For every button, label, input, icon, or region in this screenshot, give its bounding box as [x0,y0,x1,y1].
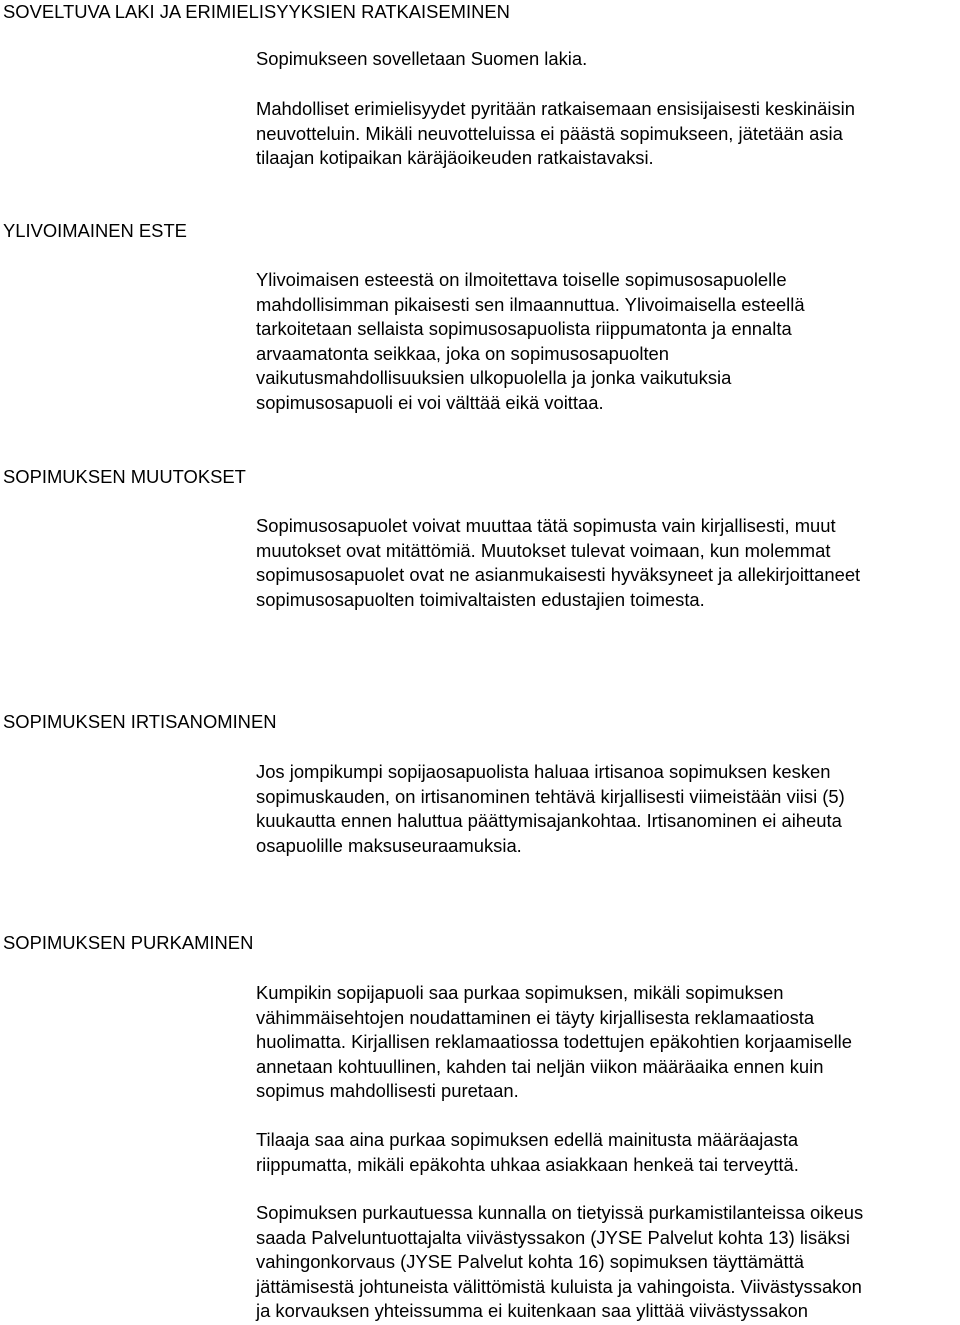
paragraph-line: tilaajan kotipaikan käräjäoikeuden ratkaistavaksi. [256,147,654,169]
paragraph-line: sopimus mahdollisesti puretaan. [256,1080,519,1102]
paragraph-line: sopimusosapuolten toimivaltaisten edustajien toimesta. [256,588,705,610]
paragraph-line: Jos jompikumpi sopijaosapuolista haluaa irtisanoa sopimuksen kesken [256,761,831,782]
paragraph-line: vaikutusmahdollisuuksien ulkopuolella ja jonka vaikutuksia [256,367,732,389]
paragraph-line: Ylivoimaisen esteestä on ilmoitettava toiselle sopimusosapuolelle [256,269,787,290]
paragraph-line: sopimuskauden, on irtisanominen tehtävä kirjallisesti viimeistään viisi (5) [256,785,845,807]
paragraph-line: tarkoitetaan sellaista sopimusosapuolista riippumatonta ja ennalta [256,318,792,340]
paragraph-line: ja korvauksen yhteissumma ei kuitenkaan saa ylittää viivästyssakon [256,1300,808,1322]
paragraph-line: mahdollisimman pikaisesti sen ilmaannuttua. Ylivoimaisella esteellä [256,293,805,315]
paragraph [256,97,956,171]
paragraph [256,268,956,416]
paragraph-line: neuvotteluin. Mikäli neuvotteluissa ei päästä sopimukseen, jätetään asia [256,122,843,144]
section-heading-termination: SOPIMUKSEN IRTISANOMINEN [3,711,277,732]
paragraph-line: arvaamatonta seikkaa, joka on sopimusosapuolten [256,342,670,364]
paragraph-line: muutokset ovat mitättömiä. Muutokset tulevat voimaan, kun molemmat [256,539,831,561]
paragraph [256,981,956,1104]
paragraph-line: huolimatta. Kirjallisen reklamaatiossa todettujen epäkohtien korjaamiselle [256,1031,852,1053]
paragraph [256,47,956,72]
paragraph-line: kuukautta ennen haluttua päättymisajankohtaa. Irtisanominen ei aiheuta [256,810,842,832]
paragraph-line: osapuolille maksuseuraamuksia. [256,834,522,856]
paragraph [256,760,956,858]
paragraph-line: sopimusosapuolet ovat ne asianmukaisesti hyväksyneet ja allekirjoittaneet [256,564,861,586]
paragraph [256,1128,956,1177]
paragraph [256,514,956,612]
section-heading-rescission: SOPIMUKSEN PURKAMINEN [3,932,254,953]
paragraph-line: Sopimukseen sovelletaan Suomen lakia. [256,48,588,69]
paragraph-line: Sopimusosapuolet voivat muuttaa tätä sopimusta vain kirjallisesti, muut [256,515,836,536]
paragraph-line: saada Palveluntuottajalta viivästyssakon (JYSE Palvelut kohta 13) lisäksi [256,1226,850,1248]
section-heading-force-majeure: YLIVOIMAINEN ESTE [3,220,187,241]
paragraph-line: Kumpikin sopijapuoli saa purkaa sopimuksen, mikäli sopimuksen [256,982,784,1003]
paragraph-line: vahingonkorvaus (JYSE Palvelut kohta 16) sopimuksen täyttämättä [256,1251,804,1273]
paragraph-line: vähimmäisehtojen noudattaminen ei täyty kirjallisesta reklamaatiosta [256,1006,815,1028]
paragraph-line: Mahdolliset erimielisyydet pyritään ratkaisemaan ensisijaisesti keskinäisin [256,98,855,119]
paragraph-line: riippumatta, mikäli epäkohta uhkaa asiakkaan henkeä tai terveyttä. [256,1153,799,1175]
paragraph-line: jättämisestä johtuneista välittömistä kuluista ja vahingoista. Viivästyssakon [256,1275,862,1297]
section-heading-governing-law: SOVELTUVA LAKI JA ERIMIELISYYKSIEN RATKAISEMINEN [3,1,510,22]
section-heading-amendments: SOPIMUKSEN MUUTOKSET [3,466,246,487]
paragraph-line: Tilaaja saa aina purkaa sopimuksen edellä mainitusta määräajasta [256,1129,799,1150]
paragraph-line: Sopimuksen purkautuessa kunnalla on tietyissä purkamistilanteissa oikeus [256,1202,864,1223]
paragraph-line: sopimusosapuoli ei voi välttää eikä voittaa. [256,391,604,413]
paragraph-line: annetaan kohtuullinen, kahden tai neljän viikon määräaika ennen kuin [256,1055,824,1077]
paragraph [256,1201,956,1324]
